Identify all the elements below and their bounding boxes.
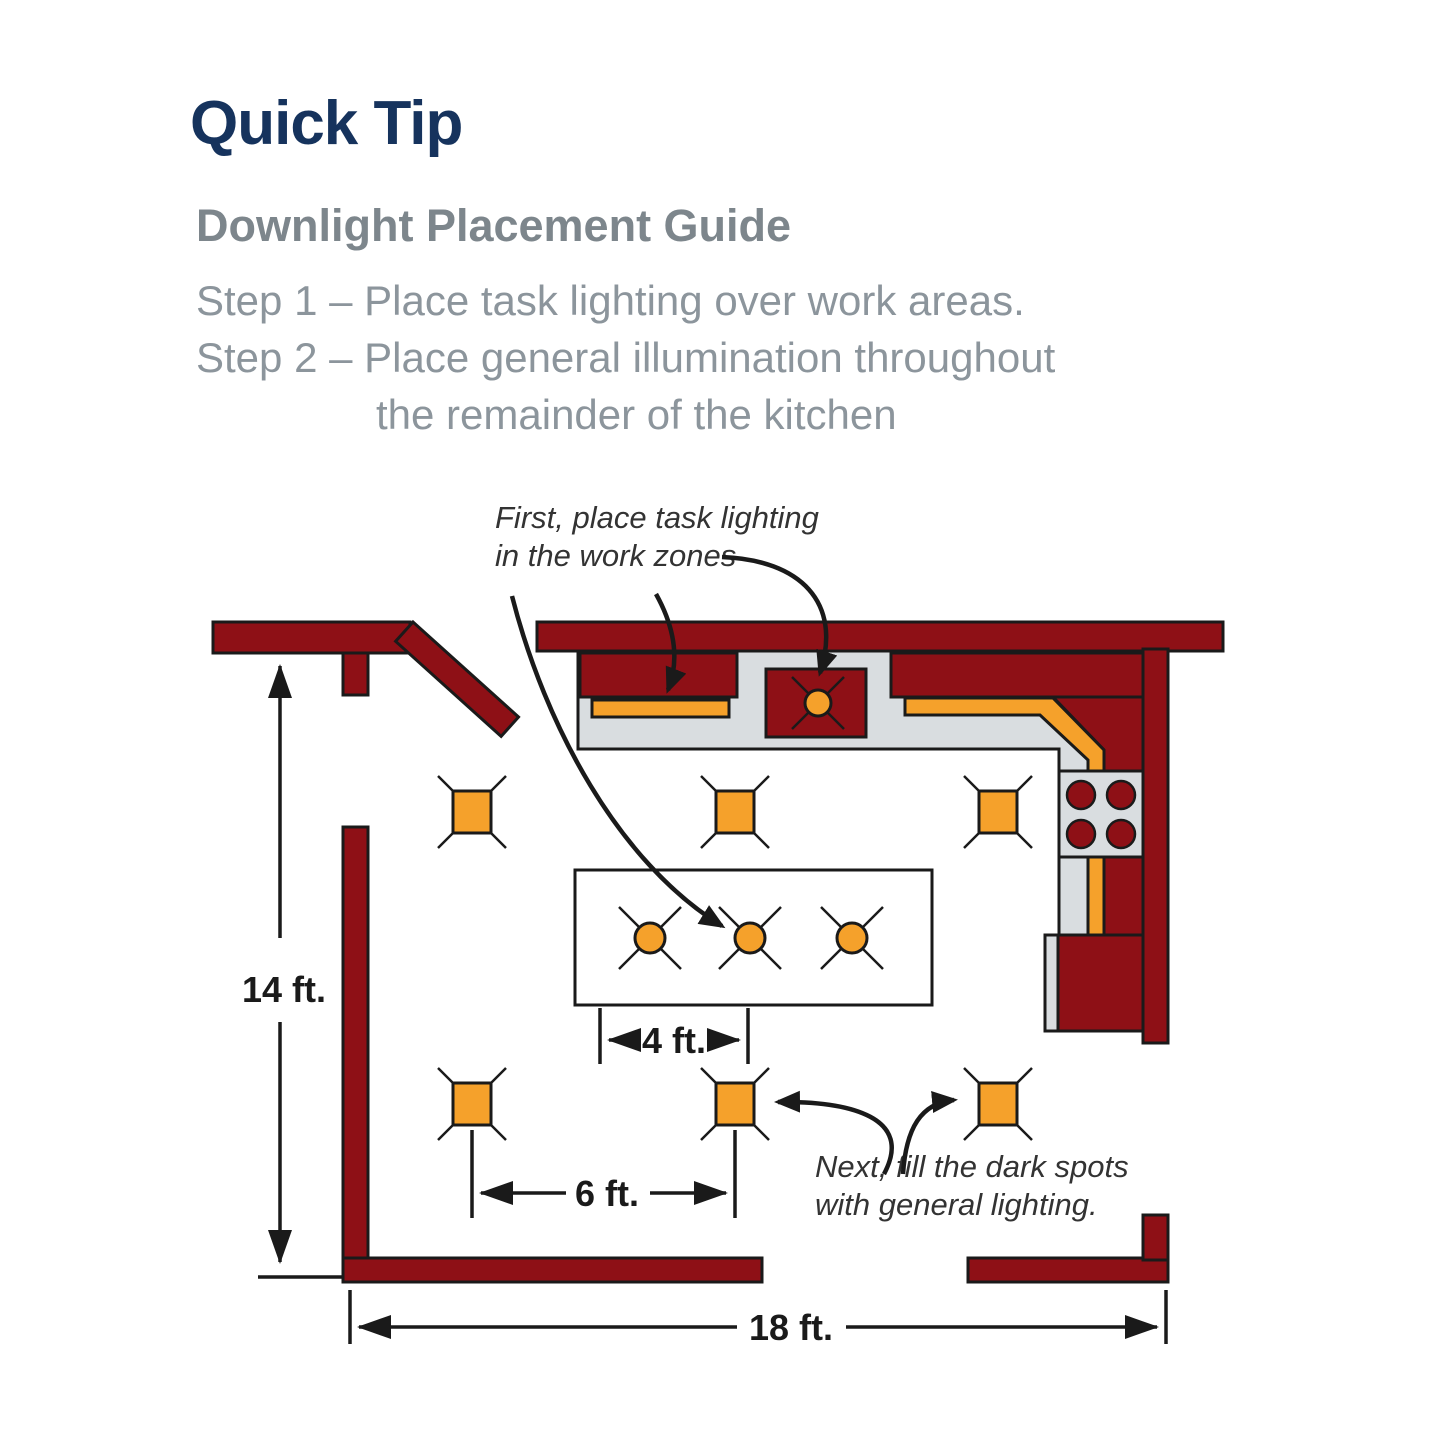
wall-top-left <box>213 622 410 653</box>
step-2-text: Step 2 – Place general illumination throughout <box>196 334 1056 381</box>
refrigerator <box>1058 935 1143 1031</box>
dimension-4ft <box>600 1008 748 1064</box>
wall-bottom-right <box>968 1258 1168 1282</box>
under-cabinet-light-icon <box>1088 857 1104 935</box>
guide-subtitle: Downlight Placement Guide <box>196 200 792 251</box>
recessed-downlight-icon <box>701 1068 769 1140</box>
step-2-continuation: the remainder of the kitchen <box>376 391 897 438</box>
page-title: Quick Tip <box>190 89 463 158</box>
annotation-general-line2: with general lighting. <box>815 1187 1098 1222</box>
recessed-downlight-icon <box>964 1068 1032 1140</box>
recessed-downlight-icon <box>964 776 1032 848</box>
cooktop-burner-icon <box>1107 820 1135 848</box>
annotation-task-line2: in the work zones <box>495 538 737 573</box>
dimension-18ft-label: 18 ft. <box>748 1307 834 1348</box>
recessed-downlight-icon <box>438 1068 506 1140</box>
wall-top <box>537 622 1223 651</box>
recessed-downlight-icon <box>701 776 769 848</box>
upper-cabinet-right <box>891 653 1143 697</box>
cooktop-burner-icon <box>1107 781 1135 809</box>
cooktop-burner-icon <box>1067 781 1095 809</box>
recessed-downlight-icon <box>438 776 506 848</box>
cooktop <box>1059 771 1143 857</box>
door-open-diagonal <box>396 622 519 736</box>
dimension-14ft <box>242 666 342 1277</box>
annotation-general-line1: Next, fill the dark spots <box>815 1149 1129 1184</box>
wall-left <box>343 827 368 1282</box>
annotation-task-line1: First, place task lighting <box>495 500 819 535</box>
wall-bottom-left <box>343 1258 762 1282</box>
wall-top-left-stub <box>343 653 368 695</box>
lower-right-cabinet <box>1104 857 1143 935</box>
dimension-14ft-label: 14 ft. <box>241 969 327 1010</box>
wall-bottom-right-return <box>1143 1215 1168 1260</box>
dimension-4ft-label: 4 ft. <box>641 1020 707 1061</box>
cooktop-burner-icon <box>1067 820 1095 848</box>
dimension-18ft <box>350 1290 1166 1348</box>
upper-cabinet-left <box>580 653 737 697</box>
dimension-6ft <box>472 1130 735 1218</box>
under-cabinet-light-icon <box>592 700 729 717</box>
dimension-6ft-label: 6 ft. <box>574 1173 640 1214</box>
wall-right <box>1143 649 1168 1043</box>
step-1-text: Step 1 – Place task lighting over work areas. <box>196 277 1025 324</box>
